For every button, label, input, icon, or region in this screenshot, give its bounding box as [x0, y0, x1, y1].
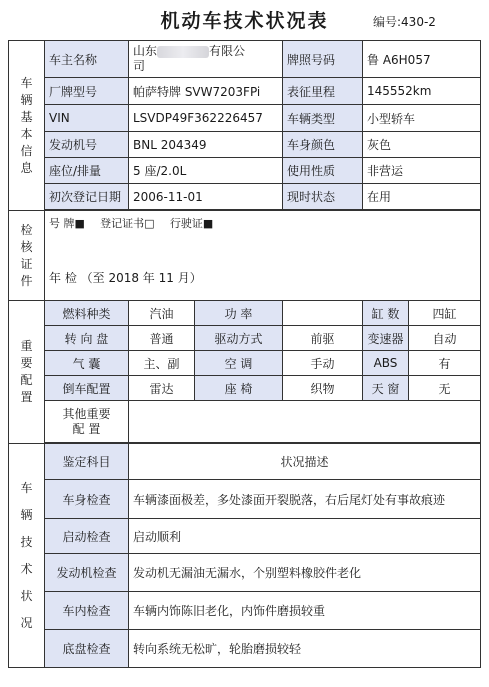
doc-regcert: 登记证书□: [100, 217, 155, 230]
plate-label: 牌照号码: [283, 41, 363, 78]
type-value: 小型轿车: [363, 105, 481, 132]
status-value: 在用: [363, 184, 481, 210]
seat-label: 座 椅: [195, 376, 283, 401]
col-condition-desc: 状况描述: [129, 444, 481, 480]
model-value: 帕萨特牌 SVW7203FPi: [129, 78, 283, 105]
vehicle-condition-table: [8, 40, 481, 668]
transmission-value: 自动: [409, 326, 481, 351]
other-config-value: [129, 401, 481, 443]
ac-label: 空 调: [195, 351, 283, 376]
serial-number: [373, 13, 436, 30]
tech-item-interior: 车内检查: [45, 592, 129, 630]
usage-label: 使用性质: [283, 158, 363, 184]
seat-value: 织物: [283, 376, 363, 401]
inspection-row: 年 检 （至 2018 年 11 月）: [45, 255, 481, 301]
redacted-name: [157, 46, 209, 58]
engine-label: 发动机号: [45, 132, 129, 158]
verify-docs-row: [45, 211, 481, 255]
airbag-value: 主、副: [129, 351, 195, 376]
section-basic-info: 车 辆 基 本 信 息: [9, 41, 45, 211]
sunroof-label: 天 窗: [363, 376, 409, 401]
tech-desc-start: 启动顺利: [129, 519, 481, 554]
other-config-label: 其他重要 配 置: [45, 401, 129, 443]
ac-value: 手动: [283, 351, 363, 376]
abs-label: ABS: [363, 351, 409, 376]
vin-value: LSVDP49F362226457: [129, 105, 283, 132]
document-title: 机动车技术状况表: [160, 10, 329, 32]
col-inspection-item: 鉴定科目: [45, 444, 129, 480]
doc-license: 行驶证■: [169, 217, 214, 230]
type-label: 车辆类型: [283, 105, 363, 132]
cylinder-value: 四缸: [409, 301, 481, 326]
tech-desc-interior: 车辆内饰陈旧老化，内饰件磨损较重: [129, 592, 481, 630]
reverse-label: 倒车配置: [45, 376, 129, 401]
doc-plate: 号 牌■: [49, 217, 85, 230]
sunroof-value: 无: [409, 376, 481, 401]
abs-value: 有: [409, 351, 481, 376]
tech-item-start: 启动检查: [45, 519, 129, 554]
drive-value: 前驱: [283, 326, 363, 351]
owner-label: 车主名称: [45, 41, 129, 78]
steering-label: 转 向 盘: [45, 326, 129, 351]
vin-label: VIN: [45, 105, 129, 132]
fuel-value: 汽油: [129, 301, 195, 326]
tech-item-chassis: 底盘检查: [45, 630, 129, 668]
fuel-label: 燃料种类: [45, 301, 129, 326]
engine-value: BNL 204349: [129, 132, 283, 158]
power-value: [283, 301, 363, 326]
section-key-config: 重 要 配 置: [9, 301, 45, 444]
steering-value: 普通: [129, 326, 195, 351]
tech-desc-chassis: 转向系统无松旷，轮胎磨损较轻: [129, 630, 481, 668]
usage-value: 非营运: [363, 158, 481, 184]
serial-label: 编号:: [373, 15, 402, 29]
tech-item-body: 车身检查: [45, 480, 129, 519]
tech-desc-body: 车辆漆面极差，多处漆面开裂脱落，右后尾灯处有事故痕迹: [129, 480, 481, 519]
color-label: 车身颜色: [283, 132, 363, 158]
transmission-label: 变速器: [363, 326, 409, 351]
reverse-value: 雷达: [129, 376, 195, 401]
airbag-label: 气 囊: [45, 351, 129, 376]
status-label: 现时状态: [283, 184, 363, 210]
model-label: 厂牌型号: [45, 78, 129, 105]
mileage-value: 145552km: [363, 78, 481, 105]
owner-value: 山东 有限公 司: [129, 41, 283, 78]
regdate-label: 初次登记日期: [45, 184, 129, 210]
seats-value: 5 座/2.0L: [129, 158, 283, 184]
regdate-value: 2006-11-01: [129, 184, 283, 210]
section-verify-docs: 检 核 证 件: [9, 211, 45, 301]
mileage-label: 表征里程: [283, 78, 363, 105]
cylinder-label: 缸 数: [363, 301, 409, 326]
section-technical-condition: 车 辆 技 术 状 况: [9, 444, 45, 668]
serial-value: 430-2: [401, 15, 436, 29]
drive-label: 驱动方式: [195, 326, 283, 351]
tech-item-engine: 发动机检查: [45, 554, 129, 592]
plate-value: 鲁 A6H057: [363, 41, 481, 78]
seats-label: 座位/排量: [45, 158, 129, 184]
color-value: 灰色: [363, 132, 481, 158]
power-label: 功 率: [195, 301, 283, 326]
tech-desc-engine: 发动机无漏油无漏水，个别塑料橡胶件老化: [129, 554, 481, 592]
